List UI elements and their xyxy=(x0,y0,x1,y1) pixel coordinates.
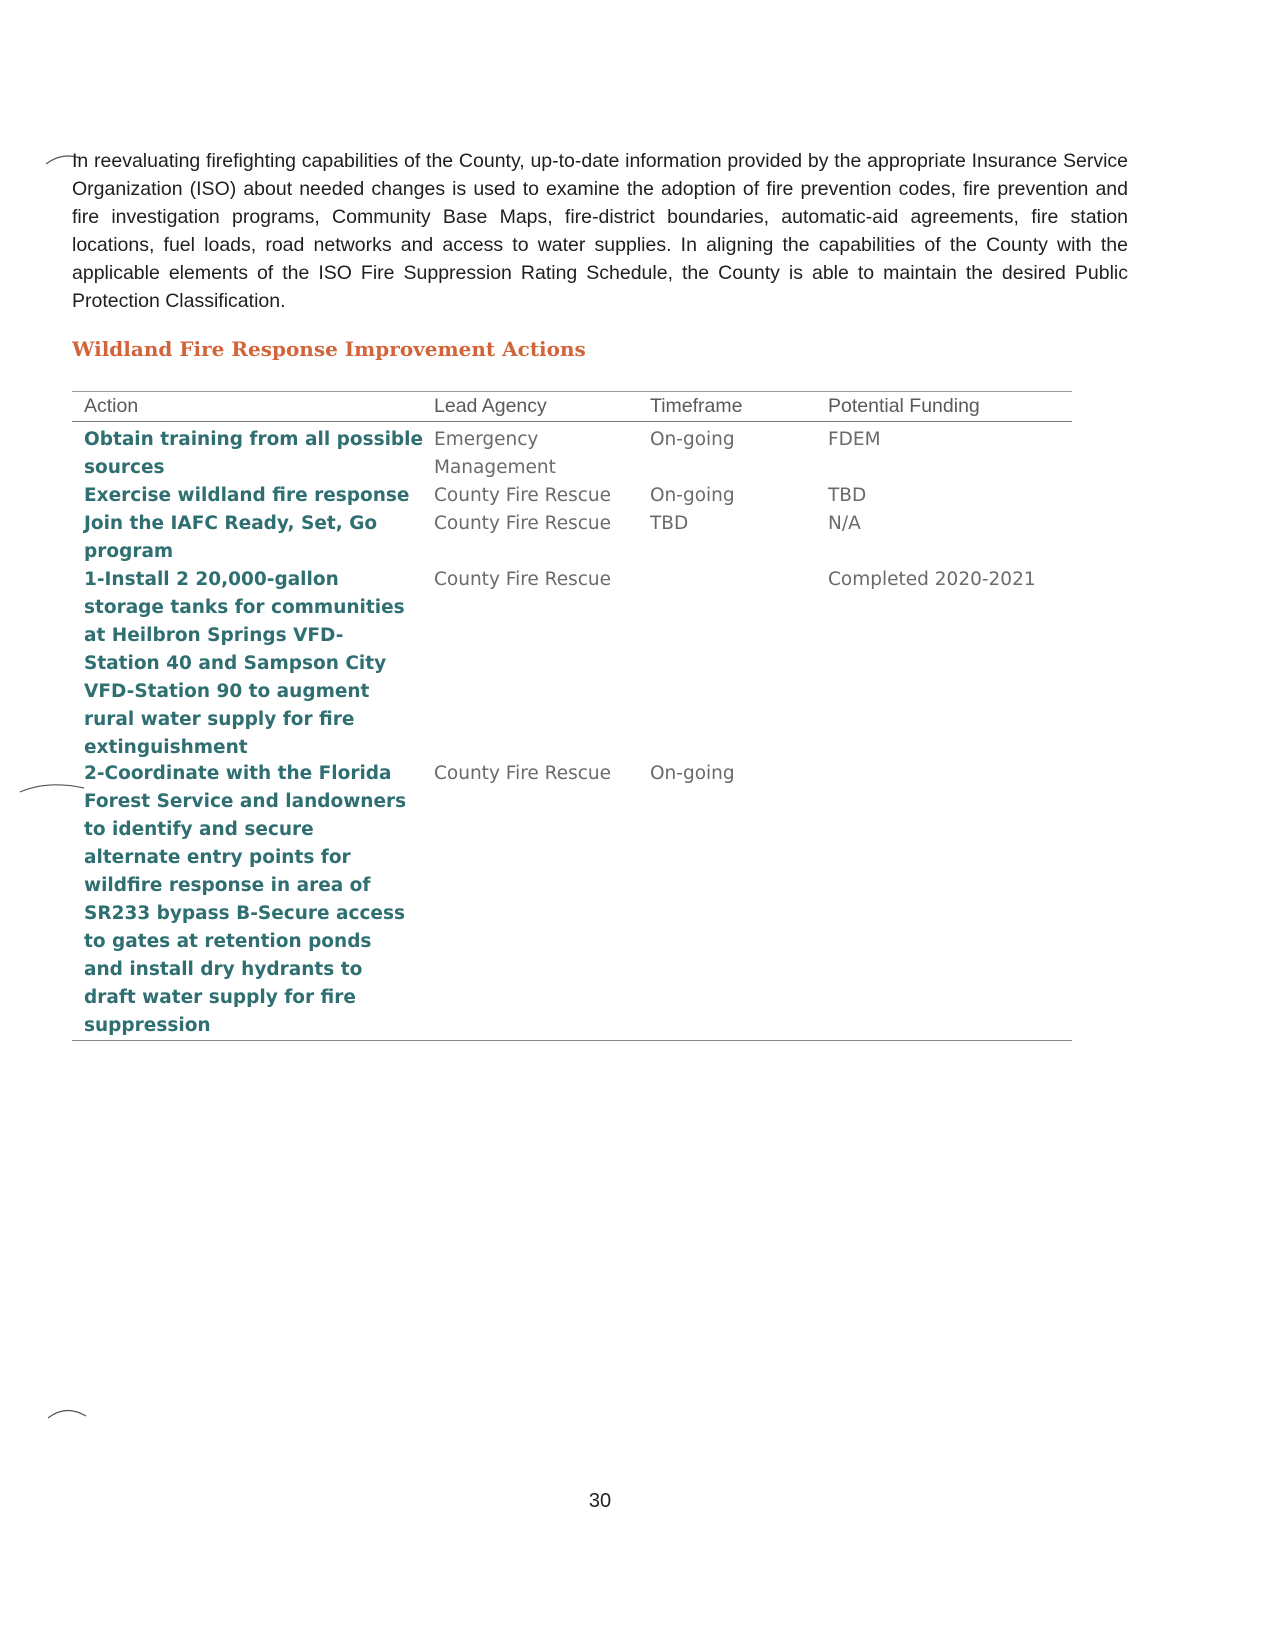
row-5-lead-agency: County Fire Rescue xyxy=(434,763,611,784)
row-2-timeframe: On-going xyxy=(650,485,735,506)
header-lead-agency: Lead Agency xyxy=(434,395,547,417)
row-3-action: Join the IAFC Ready, Set, Go program xyxy=(84,513,378,562)
page-number: 30 xyxy=(588,1490,612,1512)
row-1-funding: FDEM xyxy=(828,429,881,450)
row-1-lead-agency: Emergency Management xyxy=(434,429,556,478)
table-bottom-rule xyxy=(72,1040,1072,1041)
row-5-timeframe: On-going xyxy=(650,763,735,784)
header-bottom-rule xyxy=(72,421,1072,422)
scan-mark-middle xyxy=(18,780,88,796)
intro-paragraph: In reevaluating firefighting capabilities of the County, up-to-date information provided by the appropriate Insurance Service Organization (ISO) about needed changes is used to examine the adoption of fire prevention codes, fire prevention and fire investigation programs, Community Base Maps, fire-district boundaries, automatic-aid agreements, fire station locations, fuel loads, road networks and access to water supplies. In aligning the capabilities of the County with the applicable elements of the ISO Fire Suppression Rating Schedule, the County is able to maintain the desired Public Protection Classification. xyxy=(72,150,1128,312)
row-4-funding: Completed 2020-2021 xyxy=(828,569,1036,590)
row-3-timeframe: TBD xyxy=(650,513,689,534)
row-4-action: 1-Install 2 20,000-gallon storage tanks for communities at Heilbron Springs VFD-Station 40 and Sampson City VFD-Station 90 to augment rural water supply for fire extinguishment xyxy=(84,569,405,758)
row-4-lead-agency: County Fire Rescue xyxy=(434,569,611,590)
table-top-rule xyxy=(72,391,1072,392)
row-5-action: 2-Coordinate with the Florida Forest Service and landowners to identify and secure alternate entry points for wildfire response in area of SR233 bypass B-Secure access to gates at retention ponds and install dry hydrants to draft water supply for fire suppression xyxy=(84,763,407,1036)
section-heading: Wildland Fire Response Improvement Actions xyxy=(72,337,586,361)
row-1-action: Obtain training from all possible sources xyxy=(84,429,424,478)
row-3-funding: N/A xyxy=(828,513,861,534)
header-action: Action xyxy=(84,395,139,417)
row-2-lead-agency: County Fire Rescue xyxy=(434,485,611,506)
header-potential-funding: Potential Funding xyxy=(828,395,980,417)
row-1-timeframe: On-going xyxy=(650,429,735,450)
row-3-lead-agency: County Fire Rescue xyxy=(434,513,611,534)
row-2-action: Exercise wildland fire response xyxy=(84,485,410,506)
scan-mark-bottom xyxy=(46,1402,90,1422)
header-timeframe: Timeframe xyxy=(650,395,743,417)
row-2-funding: TBD xyxy=(828,485,867,506)
